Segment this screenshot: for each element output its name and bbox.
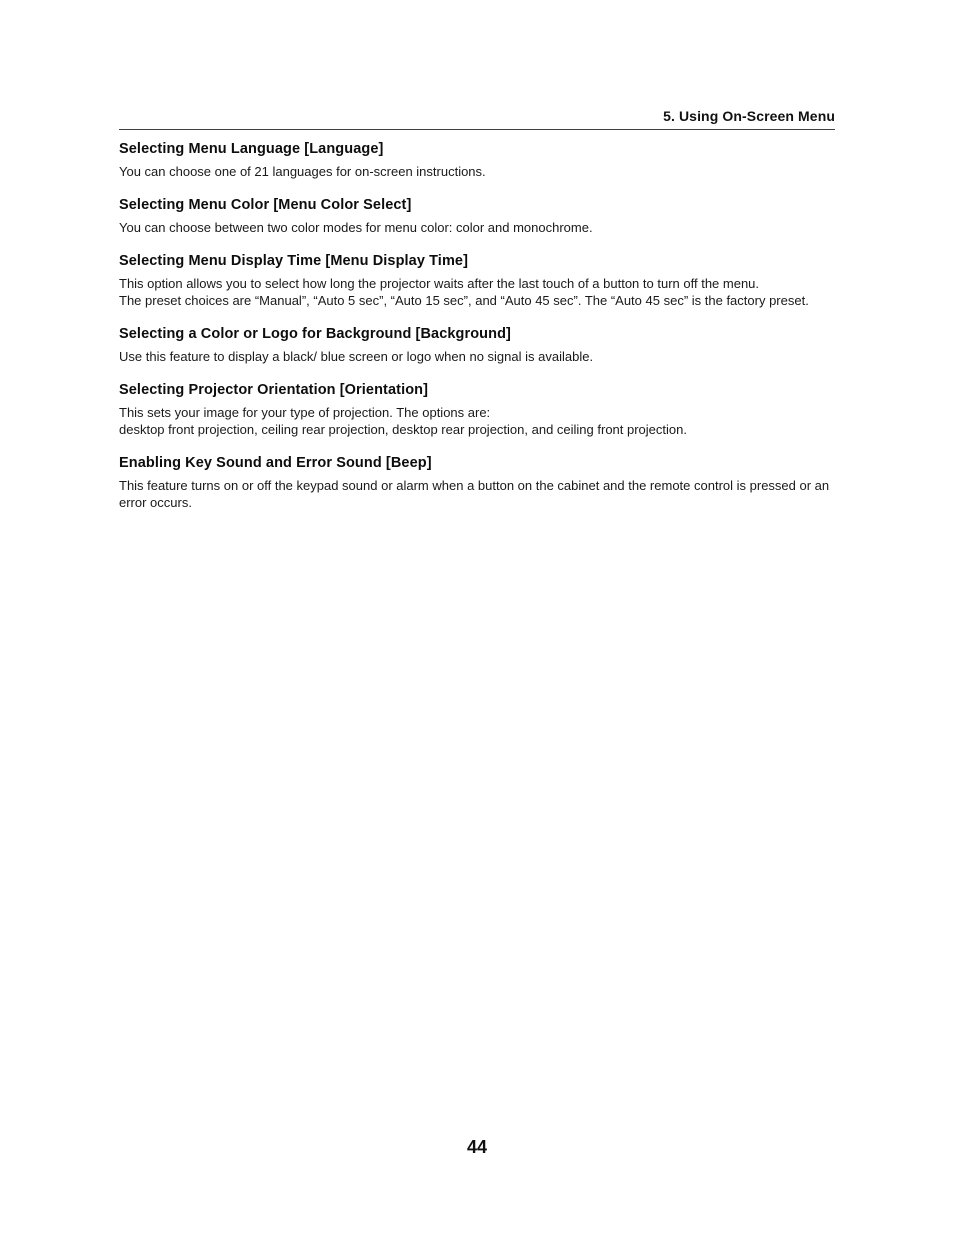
- section-text: This option allows you to select how long the projector waits after the last touch of a button to turn off the menu.: [119, 276, 760, 291]
- section-text: This feature turns on or off the keypad sound or alarm when a button on the cabinet and the remote control is pressed or an error occurs.: [119, 478, 830, 510]
- section-language: [119, 140, 835, 180]
- section-heading: Selecting Menu Display Time [Menu Display Time]: [119, 253, 469, 269]
- section-text: The preset choices are “Manual”, “Auto 5 sec”, “Auto 15 sec”, and “Auto 45 sec”. The “Auto 45 sec” is the factory preset.: [119, 293, 809, 308]
- section-heading: Selecting Menu Language [Language]: [119, 141, 384, 157]
- section-beep: [119, 454, 835, 511]
- chapter-title: 5. Using On-Screen Menu: [663, 108, 835, 124]
- section-text: This sets your image for your type of projection. The options are:: [119, 405, 491, 420]
- section-menu-color: [119, 196, 835, 236]
- section-text: You can choose between two color modes for menu color: color and monochrome.: [119, 220, 593, 235]
- page-header: [119, 107, 835, 130]
- section-heading: Selecting Menu Color [Menu Color Select]: [119, 197, 412, 213]
- section-heading: Enabling Key Sound and Error Sound [Beep]: [119, 455, 432, 471]
- section-heading: Selecting Projector Orientation [Orientation]: [119, 382, 429, 398]
- section-text: You can choose one of 21 languages for on-screen instructions.: [119, 164, 486, 179]
- section-text: desktop front projection, ceiling rear projection, desktop rear projection, and ceiling front projection.: [119, 422, 687, 437]
- section-menu-display-time: [119, 252, 835, 309]
- page-number: 44: [466, 1137, 488, 1157]
- section-heading: Selecting a Color or Logo for Background [Background]: [119, 326, 511, 342]
- section-text: Use this feature to display a black/ blue screen or logo when no signal is available.: [119, 349, 594, 364]
- section-background: [119, 325, 835, 365]
- page-content: [119, 140, 835, 527]
- section-orientation: [119, 381, 835, 438]
